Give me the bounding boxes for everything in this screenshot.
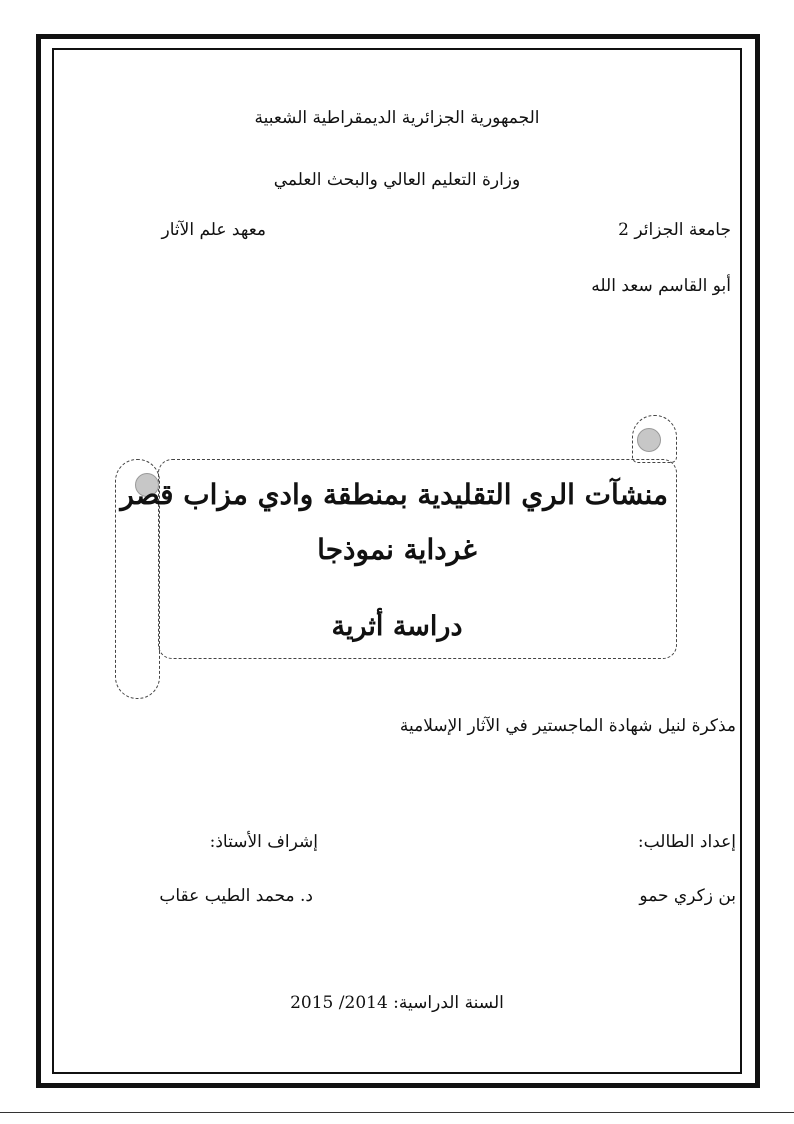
- thesis-purpose: مذكرة لنيل شهادة الماجستير في الآثار الإسلامية: [399, 716, 736, 736]
- ministry-heading: وزارة التعليم العالي والبحث العلمي: [273, 170, 521, 190]
- bottom-rule: [0, 1112, 794, 1113]
- scroll-curl-right-icon: [637, 428, 661, 452]
- republic-heading: الجمهورية الجزائرية الديمقراطية الشعبية: [254, 108, 540, 128]
- thesis-title-line2: غرداية نموذجا: [317, 533, 477, 566]
- university-name: جامعة الجزائر 2: [618, 220, 731, 240]
- academic-year: السنة الدراسية: 2014/ 2015: [290, 993, 504, 1013]
- institute-name: معهد علم الآثار: [161, 220, 266, 240]
- supervisor-name: د. محمد الطيب عقاب: [159, 886, 313, 906]
- thesis-title-line3: دراسة أثرية: [331, 611, 463, 642]
- student-name: بن زكري حمو: [639, 886, 736, 906]
- student-label: إعداد الطالب:: [637, 832, 736, 852]
- supervisor-label: إشراف الأستاذ:: [209, 832, 318, 852]
- campus-name: أبو القاسم سعد الله: [591, 276, 731, 296]
- thesis-title-line1: منشآت الري التقليدية بمنطقة وادي مزاب قصر: [120, 478, 668, 511]
